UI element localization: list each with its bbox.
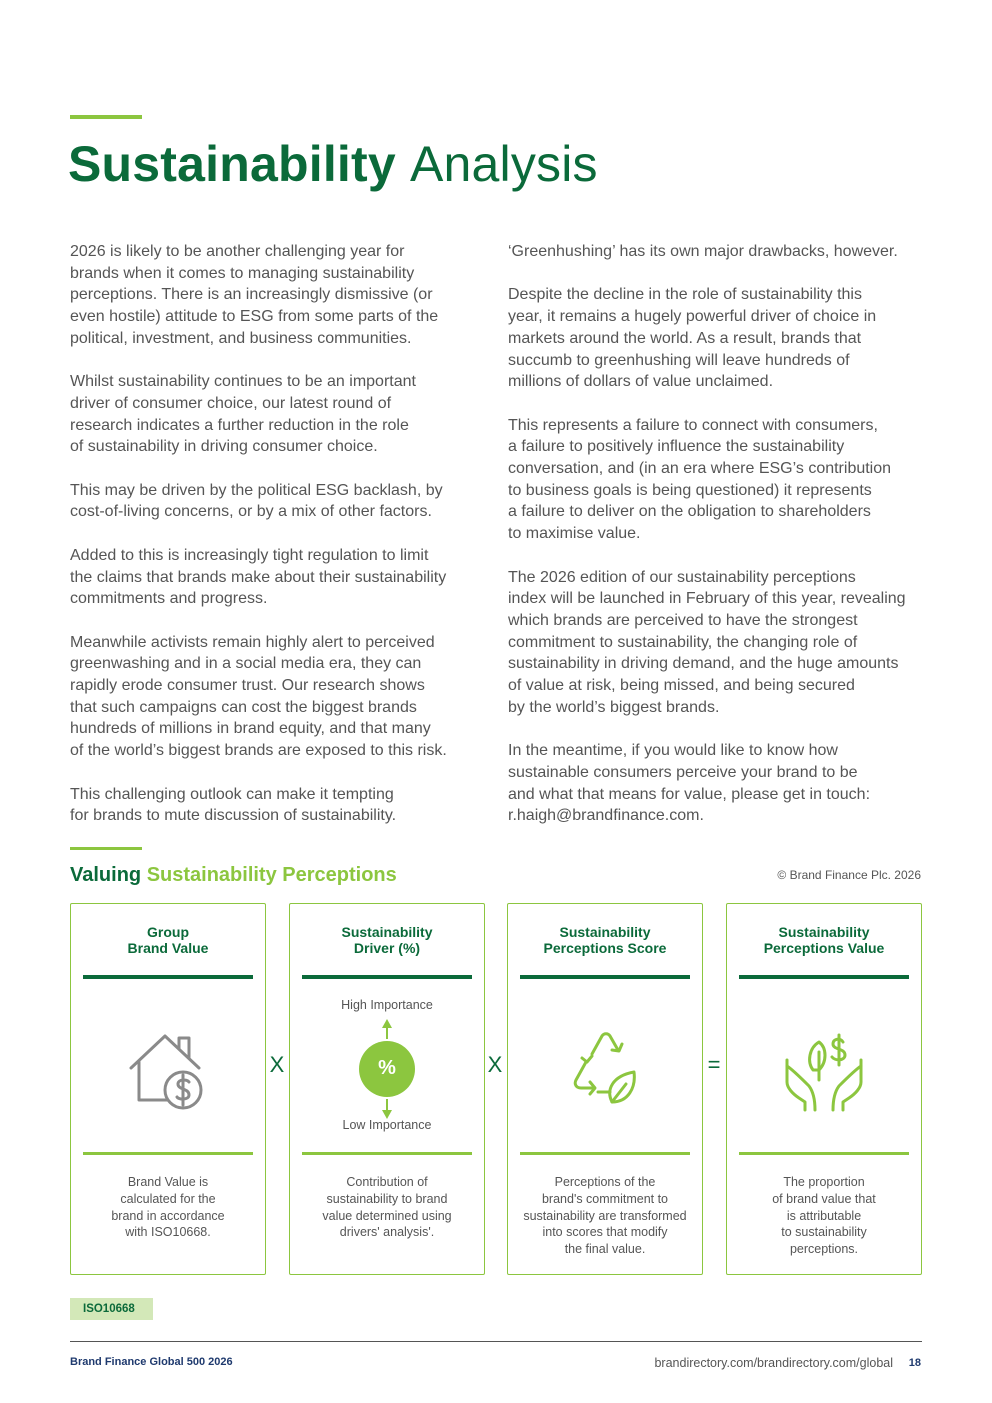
high-importance-label: High Importance <box>341 998 433 1012</box>
diagram-title-dark: Valuing <box>70 864 142 886</box>
equals-operator: = <box>707 1052 721 1077</box>
hands-plant-dollar-icon <box>727 1014 921 1124</box>
card-divider <box>520 1152 690 1155</box>
card-title: Sustainability Perceptions Score <box>543 924 667 956</box>
page-number: 18 <box>908 1357 921 1369</box>
card-sustainability-driver <box>289 903 485 1275</box>
title-accent-rule <box>70 115 142 119</box>
card-description: Contribution of sustainability to brand value determined using drivers' analysis'. <box>322 1175 452 1240</box>
footer-publication: Brand Finance Global 500 2026 <box>70 1356 233 1368</box>
card-description: The proportion of brand value that is attributable to sustainability perceptions. <box>772 1175 876 1257</box>
card-sustainability-value <box>726 903 922 1275</box>
multiply-operator: X <box>269 1052 285 1077</box>
body-right-column <box>508 241 928 849</box>
card-group-brand-value <box>70 903 266 1275</box>
left-paragraph: Added to this is increasingly tight regulation to limit the claims that brands make about their sustainability commitments and progress. <box>70 546 447 608</box>
card-description: Perceptions of the brand's commitment to sustainability are transformed into scores that modify the final value. <box>523 1175 687 1257</box>
right-paragraph: The 2026 edition of our sustainability perceptions index will be launched in February of this year, revealing which brands are perceived to have the strongest commitment to sustainability, the changing role of sustainability in driving demand, and the huge amounts of value at risk, being missed, and being secured by the world’s biggest brands. <box>508 568 906 716</box>
left-paragraph: Whilst sustainability continues to be an important driver of consumer choice, our latest round of research indicates a further reduction in the role of sustainability in driving consumer choice. <box>70 373 416 456</box>
section-accent-rule <box>70 847 142 850</box>
footer-divider <box>70 1341 922 1342</box>
card-divider <box>739 975 909 979</box>
diagram-title-light: Sustainability Perceptions <box>146 864 397 886</box>
right-paragraph: This represents a failure to connect with consumers, a failure to positively influence the sustainability conversation, and (in an era where ESG’s contribution to business goals is being questioned) it represents a failure to deliver on the obligation to shareholders to maximise value. <box>508 416 892 543</box>
left-paragraph: This may be driven by the political ESG backlash, by cost-of-living concerns, or by a mix of other factors. <box>70 481 443 521</box>
card-title: Group Brand Value <box>127 924 209 956</box>
card-divider <box>739 1152 909 1155</box>
card-divider <box>302 975 472 979</box>
copyright-note: © Brand Finance Plc. 2026 <box>777 868 921 882</box>
iso-badge: ISO10668 <box>70 1298 153 1320</box>
house-dollar-icon <box>71 1014 265 1124</box>
page-title-bold: Sustainability <box>68 136 396 192</box>
percent-symbol: % <box>378 1057 396 1079</box>
card-title: Sustainability Driver (%) <box>341 924 433 956</box>
low-importance-label: Low Importance <box>342 1118 432 1132</box>
diagram-title <box>70 862 397 888</box>
card-divider <box>83 1152 253 1155</box>
card-divider <box>302 1152 472 1155</box>
right-paragraph: In the meantime, if you would like to know how sustainable consumers perceive your brand to be and what that means for value, please get in touch: r.haigh@brandfinance.com. <box>508 742 871 825</box>
page-title-light: Analysis <box>409 136 598 192</box>
left-paragraph: This challenging outlook can make it tempting for brands to mute discussion of sustainability. <box>70 785 397 825</box>
left-paragraph: 2026 is likely to be another challenging year for brands when it comes to managing sustainability perceptions. There is an increasingly dismissive (or even hostile) attitude to ESG from some parts of the political, investment, and business communities. <box>70 243 439 347</box>
recycle-leaf-icon <box>508 1014 702 1124</box>
body-left-column <box>70 241 485 849</box>
card-divider <box>520 975 690 979</box>
multiply-operator: X <box>487 1052 503 1077</box>
card-title: Sustainability Perceptions Value <box>763 924 885 956</box>
page-title <box>68 136 598 192</box>
footer-url-link[interactable]: brandirectory.com/brandirectory.com/global <box>654 1356 893 1370</box>
right-paragraph: ‘Greenhushing’ has its own major drawbacks, however. <box>508 243 898 260</box>
right-paragraph: Despite the decline in the role of sustainability this year, it remains a hugely powerful driver of choice in markets around the world. As a result, brands that succumb to greenhushing will leave hundreds of millions of dollars of value unclaimed. <box>508 286 877 391</box>
left-paragraph: Meanwhile activists remain highly alert to perceived greenwashing and in a social media era, they can rapidly erode consumer trust. Our research shows that such campaigns can cost the biggest brands hundreds of millions in brand equity, and that many of the world’s biggest brands are exposed to this risk. <box>70 633 447 760</box>
card-divider <box>83 975 253 979</box>
card-description: Brand Value is calculated for the brand in accordance with ISO10668. <box>111 1175 225 1240</box>
card-sustainability-score <box>507 903 703 1275</box>
